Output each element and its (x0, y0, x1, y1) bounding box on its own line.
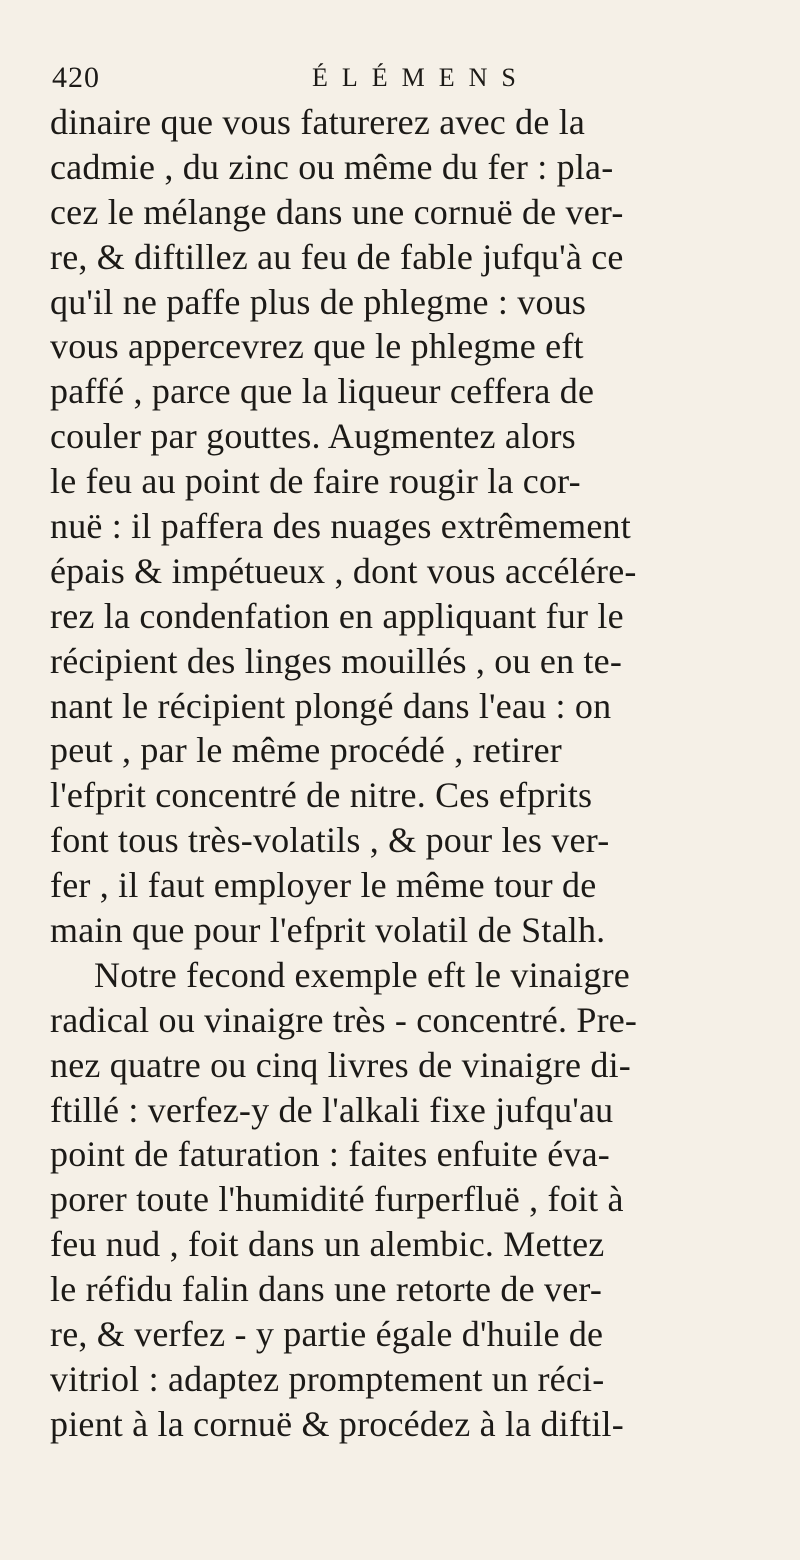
text-line: main que pour l'efprit volatil de Stalh. (50, 910, 606, 951)
text-line: fer , il faut employer le même tour de (50, 865, 597, 906)
text-line: rez la condenfation en appliquant fur le (50, 595, 624, 636)
text-line: ftillé : verfez-y de l'alkali fixe jufqu'au (50, 1089, 614, 1130)
text-line: pient à la cornuë & procédez à la diftil- (50, 1403, 624, 1444)
body-text (50, 100, 770, 1447)
page-number: 420 (52, 61, 100, 94)
text-line: radical ou vinaigre très - concentré. Pre- (50, 999, 638, 1040)
text-line: cadmie , du zinc ou même du fer : pla- (50, 146, 614, 187)
text-line: nant le récipient plongé dans l'eau : on (50, 685, 612, 726)
text-line: récipient des linges mouillés , ou en te- (50, 640, 623, 681)
text-line: qu'il ne paffe plus de phlegme : vous (50, 281, 587, 322)
page-header (52, 60, 752, 100)
running-title: ÉLÉMENS (312, 63, 530, 92)
paragraph-start-line: Notre fecond exemple eft le vinaigre (94, 954, 630, 995)
text-line: nuë : il paffera des nuages extrêmement (50, 506, 631, 547)
text-line: porer toute l'humidité furperfluë , foit à (50, 1179, 624, 1220)
text-line: nez quatre ou cinq livres de vinaigre di- (50, 1044, 631, 1085)
text-line: feu nud , foit dans un alembic. Mettez (50, 1224, 605, 1265)
text-line: vous appercevrez que le phlegme eft (50, 326, 584, 367)
text-line: épais & impétueux , dont vous accélére- (50, 550, 637, 591)
text-line: dinaire que vous faturerez avec de la (50, 102, 586, 142)
text-line: font tous très-volatils , & pour les ver- (50, 820, 610, 861)
text-line: l'efprit concentré de nitre. Ces efprits (50, 775, 593, 816)
text-line: vitriol : adaptez promptement un réci- (50, 1358, 605, 1399)
text-line: paffé , parce que la liqueur ceffera de (50, 371, 595, 412)
text-line: cez le mélange dans une cornuë de ver- (50, 191, 624, 232)
text-line: re, & verfez - y partie égale d'huile de (50, 1314, 604, 1355)
text-line: couler par gouttes. Augmentez alors (50, 416, 576, 457)
text-line: le feu au point de faire rougir la cor- (50, 461, 581, 502)
text-line: le réfidu falin dans une retorte de ver- (50, 1269, 603, 1310)
text-line: re, & diftillez au feu de fable jufqu'à ce (50, 236, 624, 277)
text-line: peut , par le même procédé , retirer (50, 730, 562, 771)
text-line: point de faturation : faites enfuite éva- (50, 1134, 610, 1175)
